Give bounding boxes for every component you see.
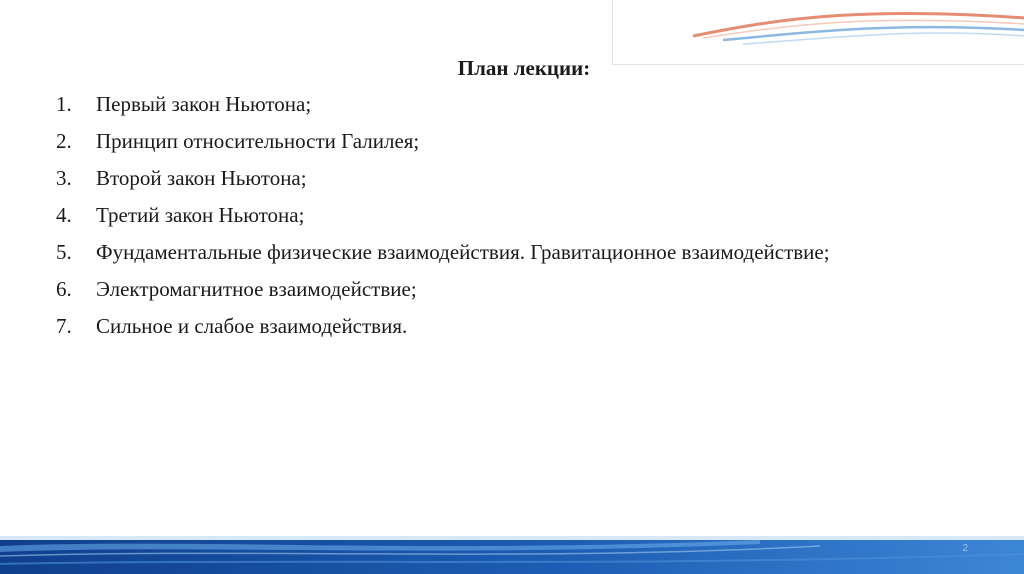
list-item-number: 6. (56, 277, 72, 301)
list-item (56, 201, 968, 229)
list-item (56, 312, 968, 340)
list-item-number: 3. (56, 166, 72, 190)
page-number: 2 (962, 543, 968, 554)
footer-wave-band (0, 536, 1024, 574)
header-wave-graphic (613, 0, 1024, 64)
list-item-text: Третий закон Ньютона; (96, 203, 305, 227)
list-item-number: 4. (56, 203, 72, 227)
list-item-number: 2. (56, 129, 72, 153)
list-item (56, 90, 968, 118)
list-item-text: Сильное и слабое взаимодействия. (96, 314, 408, 338)
list-item-text: Первый закон Ньютона; (96, 92, 312, 116)
list-item-number: 5. (56, 240, 72, 264)
list-item-number: 1. (56, 92, 72, 116)
list-item-text: Принцип относительности Галилея; (96, 129, 420, 153)
list-item (56, 127, 968, 155)
list-item (56, 275, 968, 303)
list-item-number: 7. (56, 314, 72, 338)
list-item-text: Второй закон Ньютона; (96, 166, 307, 190)
list-item-text: Фундаментальные физические взаимодействия. Гравитационное взаимодействие; (96, 240, 830, 264)
list-item-text: Электромагнитное взаимодействие; (96, 277, 417, 301)
slide-title: План лекции: (457, 56, 591, 80)
list-item (56, 164, 968, 192)
list-item (56, 238, 968, 266)
lecture-plan-list (56, 90, 968, 349)
